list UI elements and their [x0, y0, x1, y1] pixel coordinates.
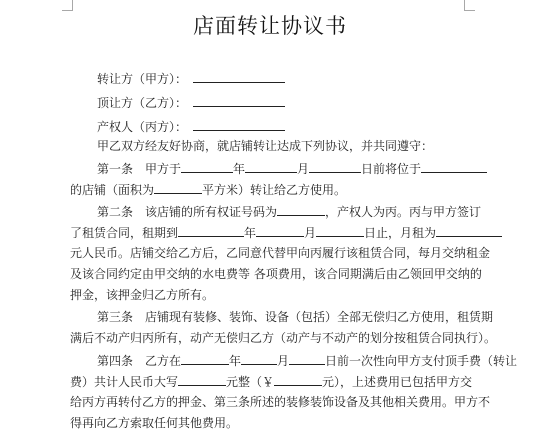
article-1-line-2: [70, 181, 346, 198]
article-2-line-3: 元人民币。店铺交给乙方后，乙同意代替甲向丙履行该租赁合同，每月交纳租金: [70, 246, 491, 260]
fill-blank[interactable]: [277, 203, 325, 216]
article-2-line-4: 及该合同约定由甲交纳的水电费等 各项费用，该合同期满后由乙领回甲交纳的: [70, 267, 482, 281]
fill-blank[interactable]: [181, 352, 229, 365]
fill-blank[interactable]: [289, 352, 325, 365]
party-label: 顶让方（乙方）：: [97, 96, 188, 110]
fill-blank[interactable]: [421, 160, 487, 173]
party-transferor: [97, 70, 285, 87]
text-segment: 第四条 乙方在: [97, 354, 182, 368]
fill-blank[interactable]: [309, 160, 361, 173]
text-segment: 年: [244, 226, 257, 240]
fill-blank[interactable]: [178, 224, 244, 237]
text-segment: 的店铺（面积为: [70, 183, 155, 197]
text-segment: 日前一次性向甲方支付顶手费（转让: [325, 354, 518, 368]
article-2-line-5: 押金，该押金归乙方所有。: [70, 288, 215, 302]
text-segment: 第二条 该店铺的所有权证号码为: [97, 205, 278, 219]
text-segment: ，产权人为丙。丙与甲方签订: [325, 205, 482, 219]
fill-blank[interactable]: [178, 373, 226, 386]
fill-blank[interactable]: [436, 224, 502, 237]
fill-blank[interactable]: [193, 118, 285, 131]
article-2-line-2: [70, 224, 468, 241]
fill-blank[interactable]: [274, 373, 322, 386]
article-4-line-2: [70, 373, 473, 390]
party-label: 产权人（丙方）：: [97, 120, 188, 134]
text-segment: 月: [277, 354, 290, 368]
article-3-line-2: 满后不动产归丙所有，动产无偿归乙方（动产与不动产的划分按租赁合同执行）。: [70, 331, 497, 345]
text-segment: 日前将位于: [361, 162, 422, 176]
article-4-line-4: 得再向乙方索取任何其他费用。: [70, 416, 239, 430]
text-segment: 了租赁合同，租期到: [70, 226, 179, 240]
text-segment: 月: [297, 162, 310, 176]
text-segment: 日止，月租为: [364, 226, 437, 240]
text-segment: 年: [233, 162, 246, 176]
text-segment: 费）共计人民币大写: [70, 375, 179, 389]
fill-blank[interactable]: [154, 181, 202, 194]
article-4-line-3: 给丙方再转付乙方的押金、第三条所述的装修装饰设备及其他相关费用。甲方不: [70, 395, 491, 409]
article-2-line-1: [97, 203, 482, 220]
fill-blank[interactable]: [241, 352, 277, 365]
party-label: 转让方（甲方）：: [97, 72, 188, 86]
article-3-line-1: 第三条 店铺现有装修、装饰、设备（包括）全部无偿归乙方使用，租赁期: [97, 310, 494, 324]
text-segment: 第一条 甲方于: [97, 162, 182, 176]
article-1-line-1: [97, 160, 468, 177]
fill-blank[interactable]: [256, 224, 304, 237]
fill-blank[interactable]: [245, 160, 297, 173]
party-owner: [97, 118, 285, 135]
text-segment: 元），上述费用已包括甲方交: [322, 375, 473, 389]
text-segment: 平方米）转让给乙方使用。: [202, 183, 347, 197]
document-title: 店面转让协议书: [193, 14, 347, 38]
party-transferee: [97, 94, 285, 111]
fill-blank[interactable]: [193, 94, 285, 107]
text-segment: 元整（￥: [226, 375, 275, 389]
text-segment: 月: [304, 226, 317, 240]
fill-blank[interactable]: [193, 70, 285, 83]
fill-blank[interactable]: [181, 160, 233, 173]
article-4-line-1: [97, 352, 518, 369]
text-segment: 年: [229, 354, 242, 368]
fill-blank[interactable]: [316, 224, 364, 237]
intro-line: 甲乙双方经友好协商，就店铺转让达成下列协议，并共同遵守：: [97, 139, 434, 153]
